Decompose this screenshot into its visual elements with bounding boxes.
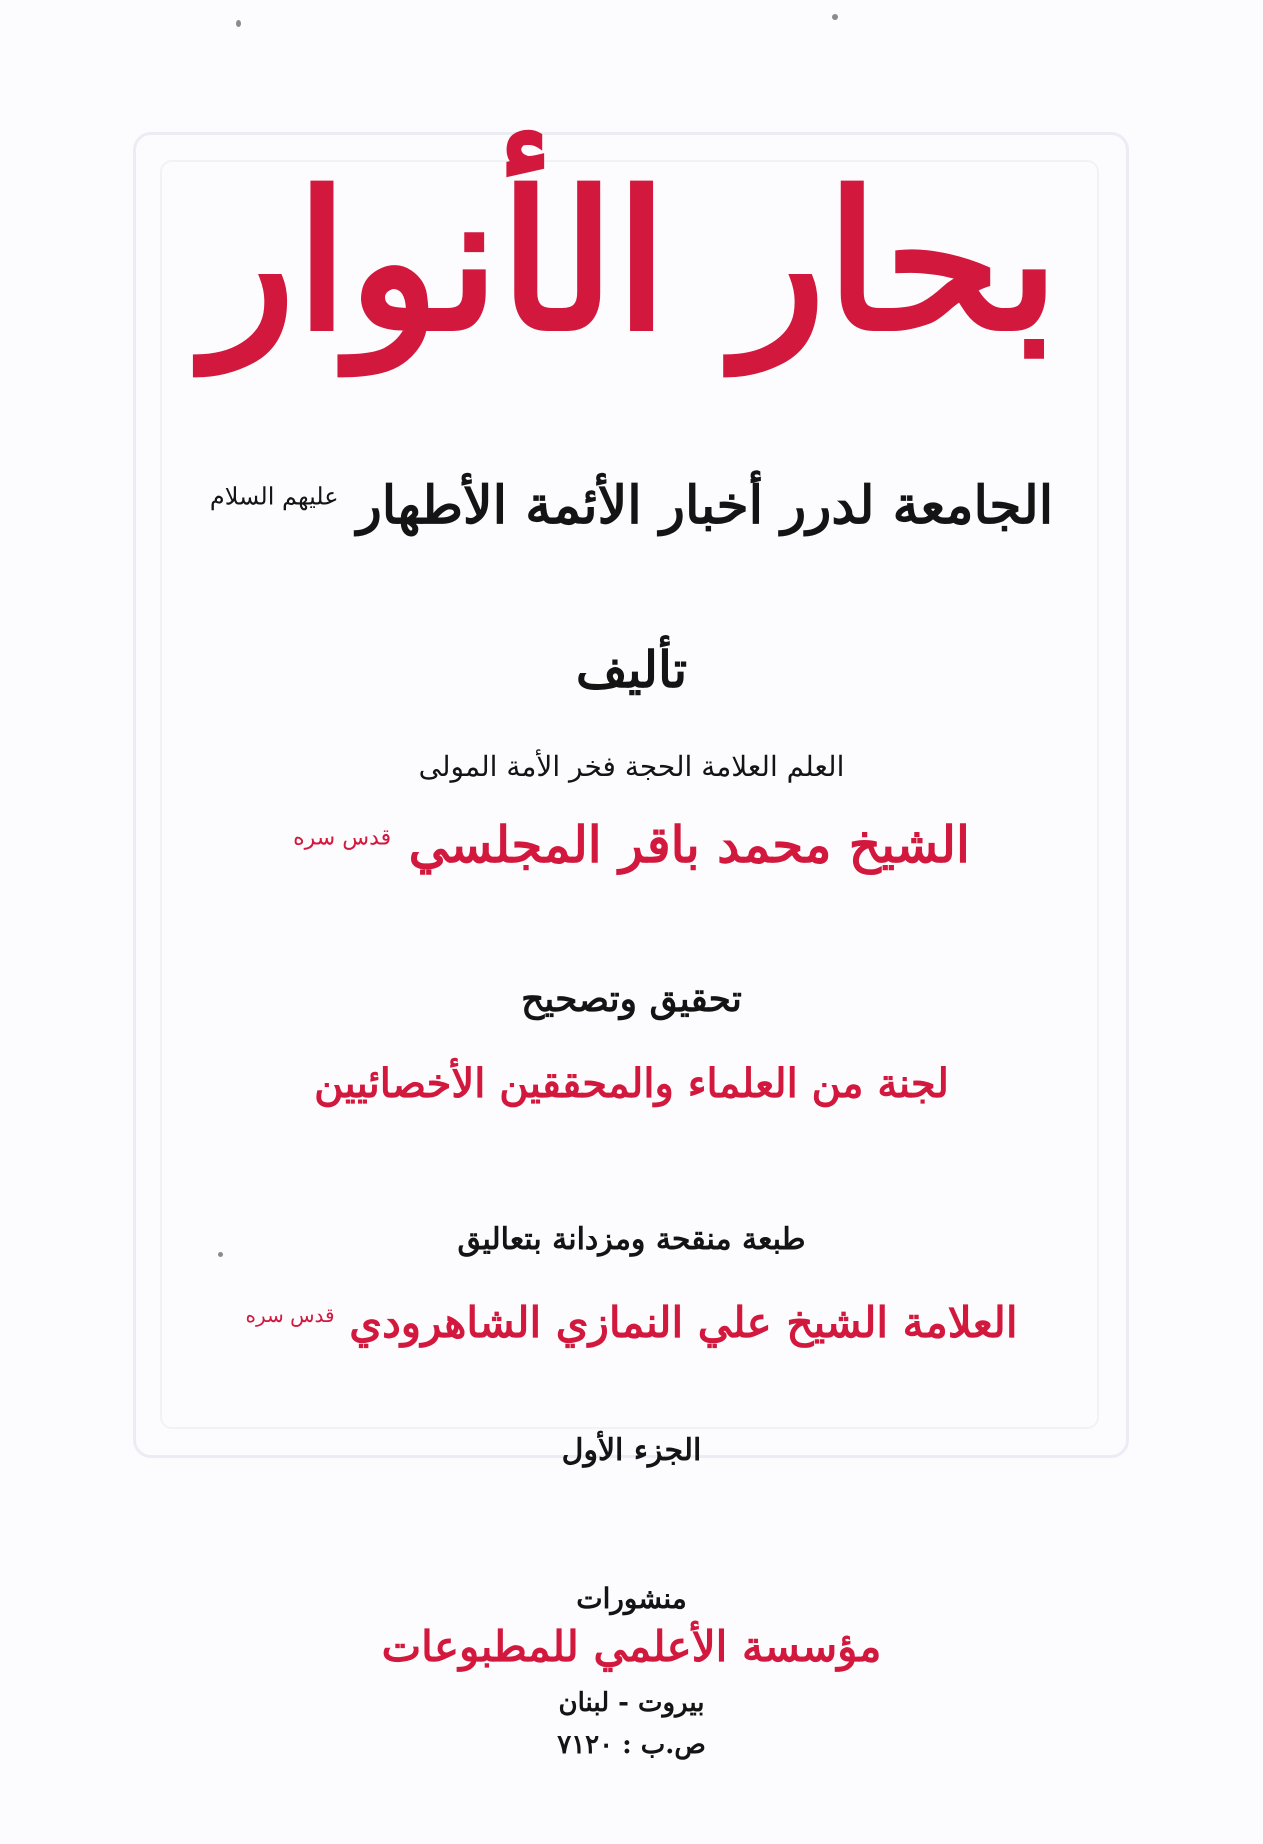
publisher-city: بيروت - لبنان: [558, 1688, 705, 1718]
author-name: الشيخ محمد باقر المجلسي: [408, 815, 970, 874]
paper-speck: [218, 1252, 223, 1257]
paper-speck: [832, 14, 838, 20]
edition-note: طبعة منقحة ومزدانة بتعاليق: [457, 1222, 806, 1257]
publications-label: منشورات: [576, 1582, 687, 1615]
author-name-line: [0, 815, 1263, 874]
paper-speck: [236, 20, 241, 27]
subtitle-honorific: عليهم السلام: [209, 482, 339, 511]
annotator-name: العلامة الشيخ علي النمازي الشاهرودي: [349, 1298, 1018, 1347]
committee-name: لجنة من العلماء والمحققين الأخصائيين: [314, 1060, 949, 1107]
author-honorific: قدس سره: [293, 825, 392, 851]
authorship-label: تأليف: [575, 640, 688, 699]
po-box: ص.ب : ٧١٢٠: [557, 1730, 706, 1760]
annotator-honorific: قدس سره: [245, 1303, 335, 1327]
volume-label: الجزء الأول: [561, 1433, 702, 1468]
annotator-line: [0, 1298, 1263, 1347]
author-description: العلم العلامة الحجة فخر الأمة المولى: [418, 750, 845, 783]
book-title: بحار الأنوار: [203, 150, 1060, 373]
book-subtitle: [0, 475, 1263, 536]
subtitle-text: الجامعة لدرر أخبار الأئمة الأطهار: [356, 475, 1054, 536]
publisher-name: مؤسسة الأعلمي للمطبوعات: [381, 1622, 882, 1671]
verification-label: تحقيق وتصحيح: [521, 978, 742, 1020]
